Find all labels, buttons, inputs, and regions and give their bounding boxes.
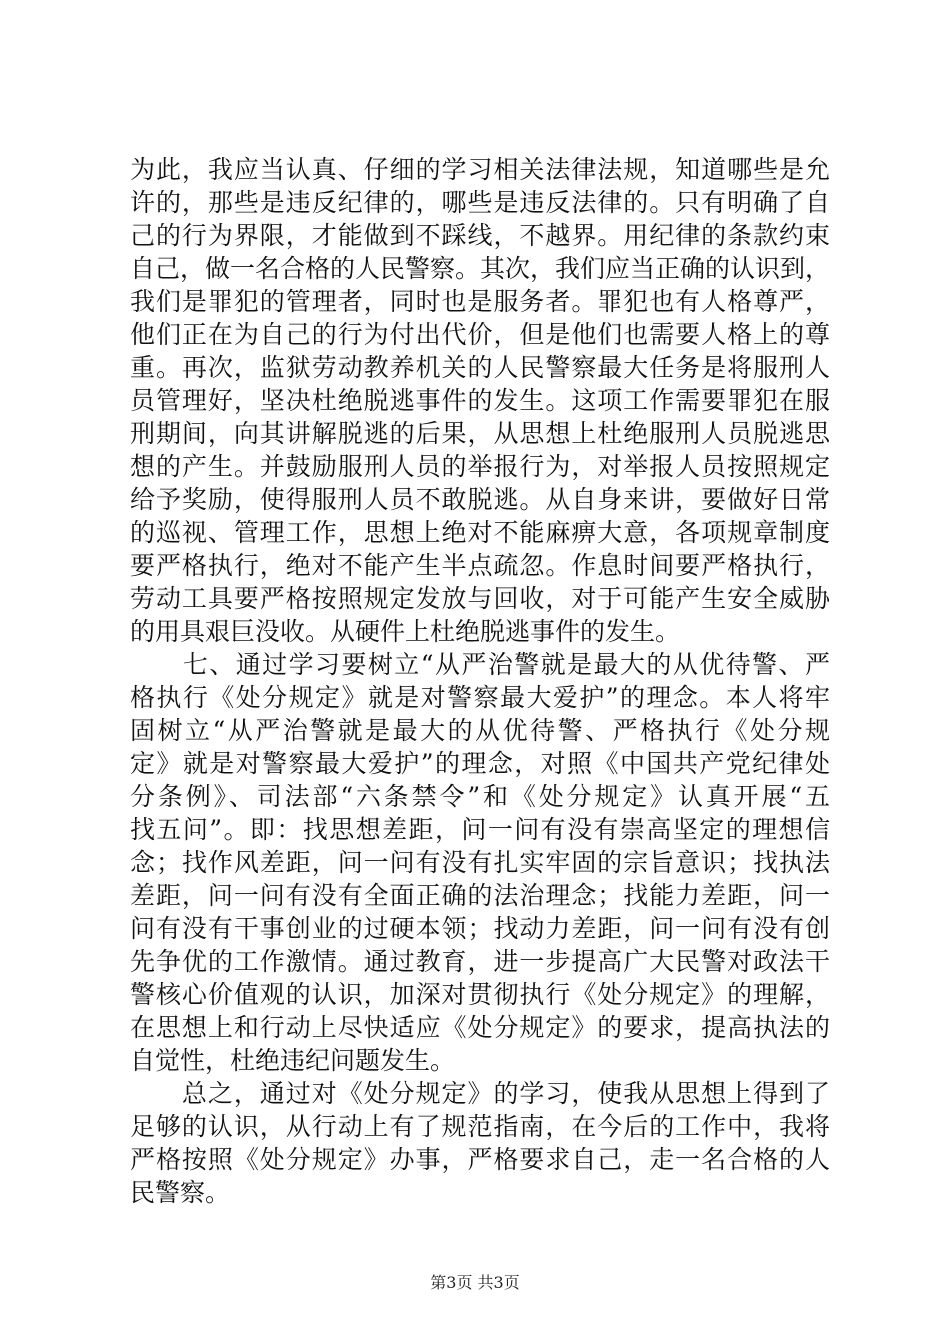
text-line: 分条例》、司法部“六条禁令”和《处分规定》认真开展“五 — [130, 782, 830, 811]
text-line: 足够的认识，从行动上有了规范指南，在今后的工作中，我将 — [130, 1112, 830, 1141]
text-line: 刑期间，向其讲解脱逃的后果，从思想上杜绝服刑人员脱逃思 — [130, 419, 830, 448]
text-line: 自己，做一名合格的人民警察。其次，我们应当正确的认识到， — [130, 254, 831, 283]
text-line: 想的产生。并鼓励服刑人员的举报行为，对举报人员按照规定 — [130, 452, 830, 481]
text-line: 差距，问一问有没有全面正确的法治理念；找能力差距，问一 — [130, 881, 830, 910]
text-line: 他们正在为自己的行为付出代价，但是他们也需要人格上的尊 — [130, 320, 830, 349]
text-line: 先争优的工作激情。通过教育，进一步提高广大民警对政法干 — [130, 947, 830, 976]
page-number-footer: 第3页 共3页 — [430, 1273, 520, 1292]
text-line: 民警察。 — [130, 1178, 231, 1207]
text-line: 七、通过学习要树立“从严治警就是最大的从优待警、严 — [130, 650, 830, 679]
text-line: 总之，通过对《处分规定》的学习，使我从思想上得到了 — [130, 1079, 830, 1108]
body-text — [130, 153, 830, 1209]
text-line: 许的，那些是违反纪律的，哪些是违反法律的。只有明确了自 — [130, 188, 830, 217]
text-line: 己的行为界限，才能做到不踩线，不越界。用纪律的条款约束 — [130, 221, 830, 250]
text-line: 问有没有干事创业的过硬本领；找动力差距，问一问有没有创 — [130, 914, 830, 943]
text-line: 固树立“从严治警就是最大的从优待警、严格执行《处分规 — [130, 716, 830, 745]
text-line: 我们是罪犯的管理者，同时也是服务者。罪犯也有人格尊严， — [130, 287, 830, 316]
text-line: 找五问”。即：找思想差距，问一问有没有崇高坚定的理想信 — [130, 815, 830, 844]
text-line: 重。再次，监狱劳动教养机关的人民警察最大任务是将服刑人 — [130, 353, 830, 382]
text-line: 念；找作风差距，问一问有没有扎实牢固的宗旨意识；找执法 — [130, 848, 830, 877]
text-line: 严格按照《处分规定》办事，严格要求自己，走一名合格的人 — [130, 1145, 830, 1174]
text-line: 的巡视、管理工作，思想上绝对不能麻痹大意，各项规章制度 — [130, 518, 830, 547]
text-line: 警核心价值观的认识，加深对贯彻执行《处分规定》的理解， — [130, 980, 830, 1009]
text-line: 劳动工具要严格按照规定发放与回收，对于可能产生安全威胁 — [130, 584, 830, 613]
text-line: 自觉性，杜绝违纪问题发生。 — [130, 1046, 456, 1075]
text-line: 定》就是对警察最大爱护”的理念，对照《中国共产党纪律处 — [130, 749, 830, 778]
text-line: 为此，我应当认真、仔细的学习相关法律法规，知道哪些是允 — [130, 155, 830, 184]
text-line: 格执行《处分规定》就是对警察最大爱护”的理念。本人将牢 — [130, 683, 830, 712]
text-line: 给予奖励，使得服刑人员不敢脱逃。从自身来讲，要做好日常 — [130, 485, 830, 514]
text-line: 在思想上和行动上尽快适应《处分规定》的要求，提高执法的 — [130, 1013, 830, 1042]
text-line: 员管理好，坚决杜绝脱逃事件的发生。这项工作需要罪犯在服 — [130, 386, 830, 415]
text-line: 要严格执行，绝对不能产生半点疏忽。作息时间要严格执行， — [130, 551, 830, 580]
text-line: 的用具艰巨没收。从硬件上杜绝脱逃事件的发生。 — [130, 617, 681, 646]
